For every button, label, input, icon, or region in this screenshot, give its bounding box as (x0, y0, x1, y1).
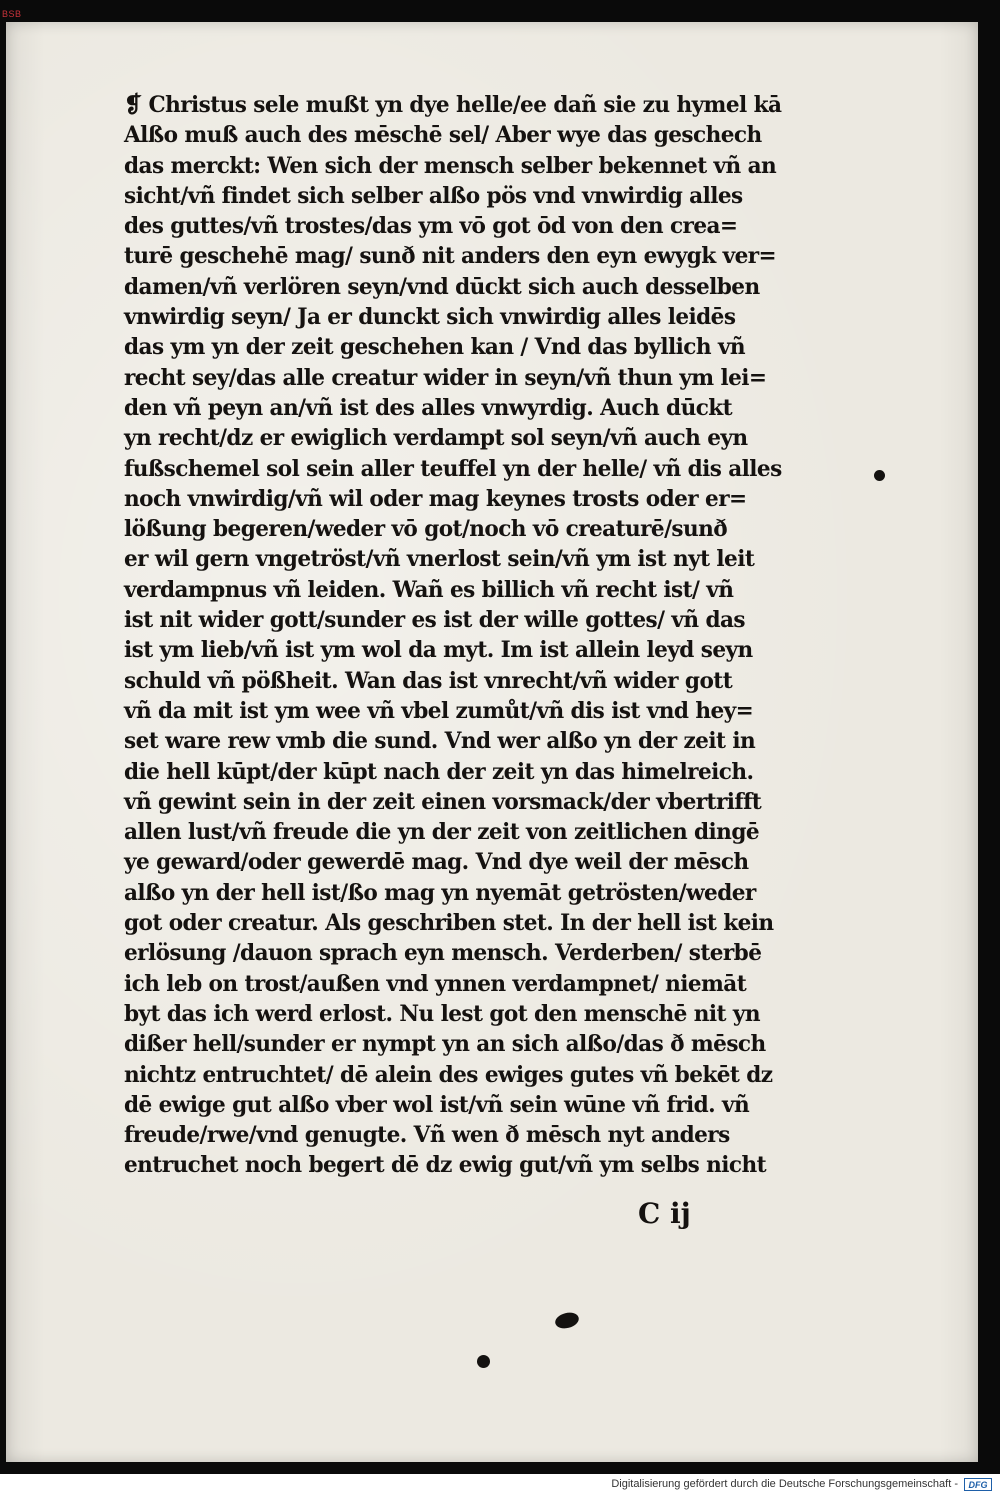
text-line: des guttes/vñ trostes/das ym vō got ōd von den crea= (124, 213, 738, 240)
text-line: ye geward/oder gewerdē mag. Vnd dye weil der mēsch (124, 849, 749, 876)
text-line: ich leb on trost/außen vnd ynnen verdampnet/ niemāt (124, 970, 747, 997)
text-line: das merckt: Wen sich der mensch selber bekennet vñ an (124, 152, 777, 179)
dfg-logo-icon[interactable]: DFG (964, 1478, 992, 1491)
ink-blot (554, 1310, 581, 1330)
text-line: recht sey/das alle creatur wider in seyn/vñ thun ym lei= (124, 364, 767, 391)
text-line: got oder creatur. Als geschriben stet. In der hell ist kein (124, 910, 774, 937)
text-line: ❡ Christus sele mußt yn dye helle/ee dañ sie zu hymel kā (124, 92, 782, 118)
text-line: byt das ich werd erlost. Nu lest got den menschē nit yn (124, 1000, 760, 1027)
text-line: damen/vñ verlören seyn/vnd dūckt sich auch desselben (124, 273, 760, 300)
text-line: ist nit wider gott/sunder es ist der wille gottes/ vñ das (124, 607, 745, 634)
text-line: den vñ peyn an/vñ ist des alles vnwyrdig. Auch dūckt (124, 394, 733, 421)
text-line: dißer hell/sunder er nympt yn an sich alßo/das ð mēsch (124, 1031, 766, 1058)
text-line: turē geschehē mag/ sunð nit anders den eyn ewygk ver= (124, 243, 777, 270)
text-line: freude/rwe/vnd genugte. Vñ wen ð mēsch nyt anders (124, 1122, 730, 1149)
text-line: die hell kūpt/der kūpt nach der zeit yn das himelreich. (124, 758, 754, 785)
text-line: vñ da mit ist ym wee vñ vbel zumůt/vñ dis ist vnd hey= (124, 697, 754, 724)
funding-credit: Digitalisierung gefördert durch die Deutsche Forschungsgemeinschaft - (611, 1478, 958, 1490)
text-line: vnwirdig seyn/ Ja er dunckt sich vnwirdig alles leidēs (124, 304, 736, 331)
library-label: BSB (2, 9, 22, 19)
text-line: das ym yn der zeit geschehen kan / Vnd das byllich vñ (124, 334, 746, 361)
text-line: noch vnwirdig/vñ wil oder mag keynes trosts oder er= (124, 485, 747, 512)
text-line: erlösung /dauon sprach eyn mensch. Verderben/ sterbē (124, 940, 762, 967)
text-line: vñ gewint sein in der zeit einen vorsmack/der vbertrifft (124, 788, 762, 815)
text-line: allen lust/vñ freude die yn der zeit von zeitlichen dingē (124, 819, 760, 846)
text-line: sicht/vñ findet sich selber alßo pös vnd vnwirdig alles (124, 182, 743, 209)
footer-bar (0, 1474, 1000, 1495)
ink-dot (874, 470, 885, 481)
text-line: ist ym lieb/vñ ist ym wol da myt. Im ist allein leyd seyn (124, 637, 753, 664)
ink-dot (477, 1355, 490, 1368)
text-line: set ware rew vmb die sund. Vnd wer alßo yn der zeit in (124, 728, 756, 755)
text-line: fußschemel sol sein aller teuffel yn der helle/ vñ dis alles (124, 455, 782, 482)
text-line: verdampnus vñ leiden. Wañ es billich vñ recht ist/ vñ (124, 576, 734, 603)
text-line: schuld vñ pößheit. Wan das ist vnrecht/vñ wider gott (124, 667, 733, 694)
book-page (6, 22, 978, 1462)
text-line: er wil gern vngetröst/vñ vnerlost sein/vñ ym ist nyt leit (124, 546, 755, 573)
text-line: yn recht/dz er ewiglich verdampt sol seyn/vñ auch eyn (124, 425, 748, 452)
text-line: Alßo muß auch des mēschē sel/ Aber wye das geschech (124, 122, 762, 149)
signature-mark: C ij (638, 1197, 691, 1230)
text-line: alßo yn der hell ist/ßo mag yn nyemāt getrösten/weder (124, 879, 756, 906)
text-line: lößung begeren/weder vō got/noch vō creaturē/sunð (124, 516, 728, 543)
text-line: entruchet noch begert dē dz ewig gut/vñ ym selbs nicht (124, 1152, 766, 1179)
page-text (124, 90, 824, 1181)
text-line: nichtz entruchtet/ dē alein des ewiges gutes vñ bekēt dz (124, 1061, 773, 1088)
text-line: dē ewige gut alßo vber wol ist/vñ sein wūne vñ frid. vñ (124, 1091, 750, 1118)
